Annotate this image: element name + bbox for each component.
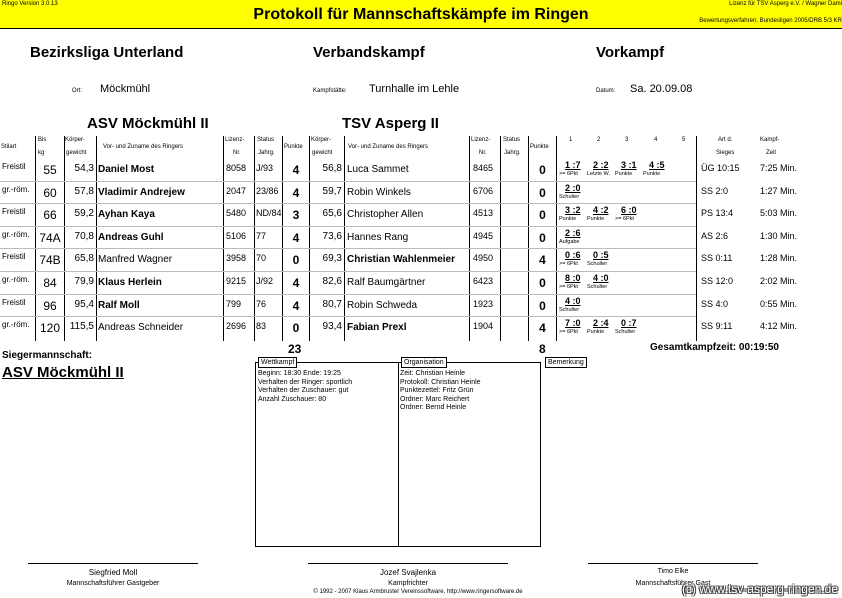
away-wrestler-name: Hannes Rang [347,232,409,243]
col-period-2: 2 [597,137,601,143]
row-separator [0,316,696,317]
period-note: Schulter [587,284,608,290]
away-total-points: 8 [539,342,546,356]
home-license: 799 [226,299,242,309]
period-note: >= 6Pkt [559,284,578,290]
bemerkung-label: Bemerkung [545,357,587,368]
header-bar [0,0,842,29]
home-status: 70 [256,253,267,263]
col-win-type-2: Sieges [716,150,735,156]
col-status-home-1: Status [257,137,275,143]
bout-time: 0:55 Min. [760,299,798,309]
version-text: Ringo Version 3.0.13 [2,1,58,7]
period-score: 1 :7 [565,160,581,170]
period-score: 8 :0 [565,273,581,283]
away-weight: 65,6 [322,208,342,219]
bout-weight-class: 74B [39,253,61,267]
competition-type: Verbandskampf [313,44,425,61]
home-status: 77 [256,231,267,241]
row-separator [0,226,696,227]
away-weight: 93,4 [322,321,342,332]
home-status: ND/84 [256,208,282,218]
home-weight: 57,8 [74,186,94,197]
col-status-away-2: Jahrg. [504,150,521,156]
col-license-away-2: Nr. [479,150,487,156]
away-weight: 82,6 [322,276,342,287]
round-name: Vorkampf [596,44,665,61]
home-wrestler-name: Andreas Schneider [98,322,184,333]
organisation-line: Ordner: Marc Reichert [400,395,470,403]
signature-line-away [588,563,758,564]
organisation-details [400,370,481,413]
away-points: 4 [539,321,546,335]
wettkampf-details [258,370,352,404]
wettkampf-line: Beginn: 18:30 Ende: 19:25 [258,370,341,377]
home-status: J/93 [256,163,274,173]
bout-style: Freistil [2,252,26,261]
wettkampf-line: Anzahl Zuschauer: 80 [258,395,327,403]
row-separator [0,294,696,295]
bout-style: gr.-röm. [2,185,30,194]
bout-time: 7:25 Min. [760,163,798,173]
bout-weight-class: 60 [43,186,57,200]
row-separator [0,271,696,272]
bout-style: gr.-röm. [2,275,30,284]
signature-line-home [28,563,198,564]
away-license: 4950 [473,253,494,263]
away-wrestler-name: Luca Sammet [347,164,409,175]
organisation-line: Punktezettel: Fritz Grün [400,387,474,394]
home-wrestler-name: Daniel Most [98,164,155,175]
home-points: 4 [292,163,300,177]
period-note: Aufgabe [559,239,580,245]
bout-time: 1:28 Min. [760,253,798,263]
col-name-home: Vor- und Zuname des Ringers [103,144,184,150]
home-status: 76 [256,299,267,309]
organisation-label: Organisation [401,357,447,368]
period-note: Schulter [559,307,580,313]
period-score: 4 :2 [593,205,609,215]
place-label: Ort: [72,88,82,94]
home-license: 9215 [226,276,247,286]
win-type: SS 2:0 [701,186,729,196]
signature-line-referee [308,563,508,564]
home-status: 23/86 [256,186,279,196]
col-license-home-2: Nr. [233,150,241,156]
home-points: 4 [292,299,300,313]
wettkampf-line: Verhalten der Ringer: sportlich [258,378,353,386]
home-wrestler-name: Ayhan Kaya [98,209,155,220]
col-status-away-1: Status [503,137,521,143]
home-license: 2047 [226,186,247,196]
period-score: 0 :6 [565,250,581,260]
win-type: SS 9:11 [701,321,733,331]
league-name: Bezirksliga Unterland [30,44,184,61]
away-points: 4 [539,253,546,267]
col-points-away: Punkte [530,144,549,150]
period-score: 4 :5 [649,160,665,170]
home-points: 0 [292,321,300,335]
period-score: 6 :0 [621,205,637,215]
home-wrestler-name: Andreas Guhl [98,232,164,243]
home-weight: 115,5 [69,321,94,332]
total-time: Gesamtkampfzeit: 00:19:50 [650,342,779,353]
home-weight: 79,9 [74,276,94,287]
winner-team: ASV Möckmühl II [2,364,124,381]
col-style: Stilart [1,144,17,150]
info-box-divider [398,363,399,546]
period-note: >= 6Pkt [559,261,578,267]
home-points: 3 [292,208,300,222]
col-license-home-1: Lizenz- [225,137,245,143]
venue-value: Turnhalle im Lehle [369,83,460,95]
period-note: Punkte [643,171,661,177]
bout-time: 2:02 Min. [760,276,798,286]
bout-weight-class: 66 [43,208,57,222]
bout-weight-class: 84 [43,276,57,290]
home-license: 8058 [226,163,247,173]
win-type: ÜG 10:15 [701,163,740,173]
home-weight: 59,2 [74,208,94,219]
period-note: >= 6Pkt [559,171,578,177]
away-license: 6423 [473,276,494,286]
period-score: 3 :1 [621,160,637,170]
bout-weight-class: 120 [39,321,61,335]
away-weight: 80,7 [322,299,342,310]
bout-style: Freistil [2,298,26,307]
away-license: 1904 [473,321,494,331]
away-points: 0 [539,208,546,222]
away-weight: 73,6 [322,231,342,242]
home-wrestler-name: Ralf Moll [98,300,140,311]
period-note: Schulter [587,261,608,267]
date-value: Sa. 20.09.08 [630,83,693,95]
organisation-line: Protokoll: Christian Heinle [400,378,481,386]
period-note: Punkte [615,171,633,177]
organisation-line: Zeit: Christian Heinle [400,370,465,377]
wettkampf-label: Wettkampf [258,357,297,368]
row-separator [0,248,696,249]
place-value: Möckmühl [100,83,151,95]
winner-label: Siegermannschaft: [2,350,93,361]
away-wrestler-name: Robin Winkels [347,187,411,198]
col-win-type-1: Art d. [718,137,733,143]
win-type: SS 0:11 [701,253,733,263]
away-weight: 59,7 [322,186,342,197]
home-weight: 95,4 [74,299,94,310]
period-score: 2 :6 [565,228,581,238]
period-note: Punkte [587,216,605,222]
signature-referee-name: Jozef Svajlenka [379,568,437,577]
away-weight: 69,3 [322,253,342,264]
period-note: Punkte [587,329,605,335]
home-status: J/92 [256,276,274,286]
col-kg: kg [38,150,45,156]
period-note: Letzte W. [587,171,610,177]
period-score: 2 :2 [593,160,609,170]
organisation-line: Ordner: Bernd Heinle [400,404,467,411]
col-bis: Bis [38,137,47,143]
away-points: 0 [539,276,546,290]
win-type: PS 13:4 [701,208,734,218]
period-score: 2 :4 [593,318,609,328]
away-license: 1923 [473,299,494,309]
away-points: 0 [539,186,546,200]
home-wrestler-name: Klaus Herlein [98,277,162,288]
period-score: 3 :2 [565,205,581,215]
copyright-text: © 1992 - 2007 Klaus Armbruster Vereinssoftware, http://www.ringersoftware.de [313,589,523,595]
away-license: 4513 [473,208,494,218]
date-label: Datum: [596,88,616,94]
away-points: 0 [539,231,546,245]
bout-style: gr.-röm. [2,320,30,329]
home-status: 83 [256,321,267,331]
home-wrestler-name: Manfred Wagner [98,254,173,265]
bout-time: 4:12 Min. [760,321,798,331]
bout-weight-class: 55 [43,163,57,177]
bout-style: Freistil [2,207,26,216]
page-title: Protokoll für Mannschaftskämpfe im Ringen [253,6,589,23]
signature-home-name: Siegfried Moll [88,568,138,577]
away-wrestler-name: Ralf Baumgärtner [347,277,426,288]
away-wrestler-name: Fabian Prexl [347,322,407,333]
col-period-3: 3 [625,137,629,143]
home-points: 4 [292,231,300,245]
bout-time: 1:27 Min. [760,186,798,196]
col-period-4: 4 [654,137,658,143]
away-license: 6706 [473,186,494,196]
away-wrestler-name: Robin Schweda [347,300,418,311]
home-team-name: ASV Möckmühl II [87,115,209,132]
away-points: 0 [539,299,546,313]
col-period-1: 1 [569,137,573,143]
bout-style: gr.-röm. [2,230,30,239]
col-points-home: Punkte [284,144,303,150]
win-type: SS 4:0 [701,299,729,309]
home-weight: 70,8 [74,231,94,242]
col-time-2: Zeit [766,150,777,156]
home-total-points: 23 [288,342,302,356]
home-license: 2696 [226,321,247,331]
col-period-5: 5 [682,137,686,143]
wettkampf-line: Verhalten der Zuschauer: gut [258,387,349,394]
license-text: Lizenz für TSV Asperg e.V. / Wagner Dami [729,1,842,7]
away-license: 4945 [473,231,494,241]
away-weight: 56,8 [322,163,342,174]
watermark: (c) www.tsv-asperg-ringen.de [681,582,838,596]
period-note: Punkte [559,216,577,222]
away-wrestler-name: Christopher Allen [347,209,424,220]
bout-time: 5:03 Min. [760,208,798,218]
signature-referee-role: Kampfrichter [388,580,428,587]
scoring-text: Bewertungsverfahren: Bundesligen 2005/DRB 5/3 KR [699,18,842,24]
period-score: 0 :7 [621,318,637,328]
signature-away-name: Timo Elke [657,568,689,575]
period-note: >= 6Pkt [615,216,634,222]
signature-home-role: Mannschaftsführer Gastgeber [66,580,160,587]
col-weight-home-1: Körper- [65,137,86,143]
home-weight: 54,3 [74,163,94,174]
row-separator [0,181,696,182]
col-license-away-1: Lizenz- [471,137,491,143]
win-type: SS 12:0 [701,276,734,286]
win-type: AS 2:6 [701,231,729,241]
home-license: 5106 [226,231,247,241]
home-weight: 65,8 [74,253,94,264]
period-note: Schulter [615,329,636,335]
period-score: 4 :0 [593,273,609,283]
bout-weight-class: 74A [39,231,61,245]
period-note: Schulter [559,194,580,200]
home-license: 5480 [226,208,247,218]
bout-time: 1:30 Min. [760,231,798,241]
signature-away-role: Mannschaftsführer Gast [635,580,711,587]
col-weight-away-2: gewicht [312,150,333,156]
period-score: 0 :5 [593,250,609,260]
period-score: 4 :0 [565,296,581,306]
away-license: 8465 [473,163,494,173]
away-points: 0 [539,163,546,177]
home-license: 3958 [226,253,247,263]
col-status-home-2: Jahrg. [258,150,275,156]
col-weight-home-2: gewicht [66,150,87,156]
home-points: 4 [292,276,300,290]
bout-style: Freistil [2,162,26,171]
col-time-1: Kampf- [760,137,780,143]
venue-label: Kampfstätte: [313,88,347,94]
home-wrestler-name: Vladimir Andrejew [98,187,185,198]
away-wrestler-name: Christian Wahlenmeier [347,254,455,265]
period-score: 7 :0 [565,318,581,328]
home-points: 0 [292,253,300,267]
col-weight-away-1: Körper- [311,137,332,143]
period-note: >= 6Pkt [559,329,578,335]
home-points: 4 [292,186,300,200]
period-score: 2 :0 [565,183,581,193]
away-team-name: TSV Asperg II [342,115,439,132]
col-name-away: Vor- und Zuname des Ringers [348,144,429,150]
bout-weight-class: 96 [43,299,57,313]
row-separator [0,203,696,204]
